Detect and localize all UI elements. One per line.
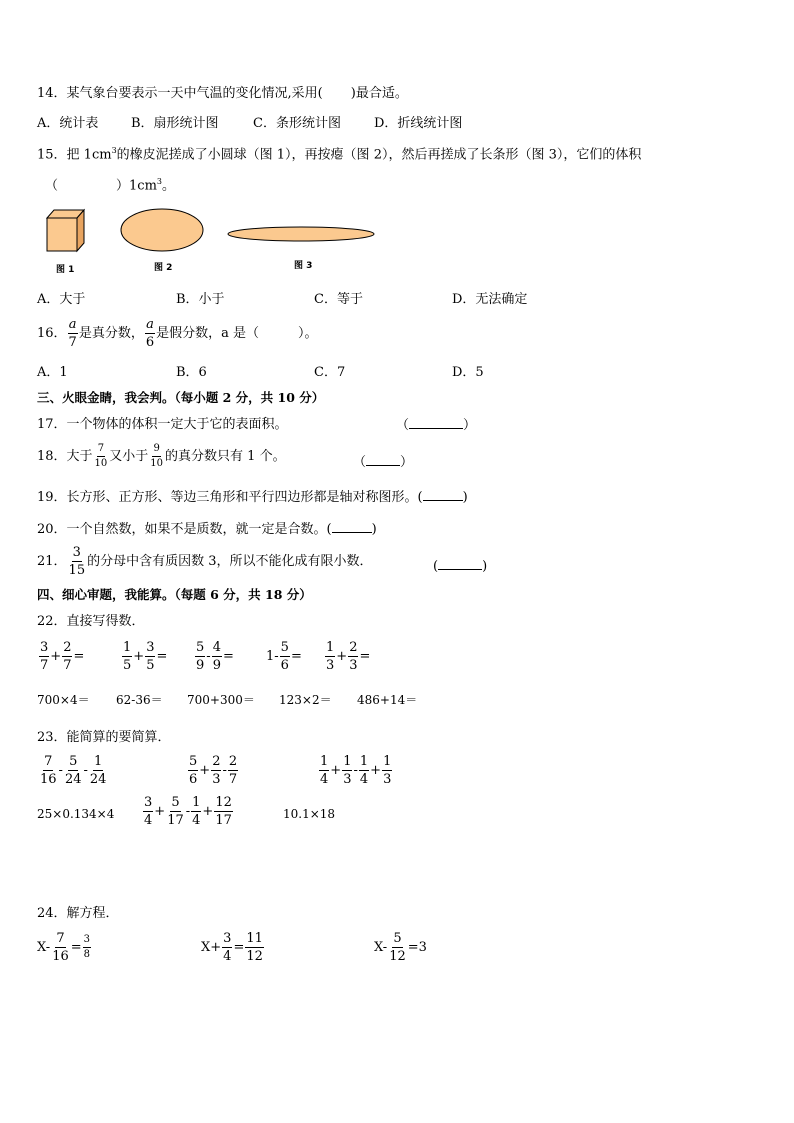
q17-answer-blank[interactable]: （ ） [396, 418, 477, 433]
q15-option-a: A．大于 [37, 292, 86, 307]
q22-expr-4: 1- $\frac{5}{6}$ = [266, 640, 302, 673]
q16-stem: 16． $\frac{a}{7}$ 是真分数， $\frac{a}{6}$ 是假分数，a 是（ ）。 [37, 317, 318, 350]
q20: 20．一个自然数，如果不是质数，就一定是合数。( ) [37, 522, 377, 537]
q24-equation-3: X- $\frac{5}{12}$ =3 [374, 931, 427, 964]
q24-title: 24．解方程． [37, 906, 119, 921]
q23-expr-3: $\frac{1}{4}$ + $\frac{1}{3}$ - $\frac{1}{4}$ + $\frac{1}{3}$ [320, 754, 392, 787]
section-4-heading: 四、细心审题，我能算。（每题 6 分，共 18 分） [37, 587, 312, 602]
q24-equation-1: X- $\frac{7}{16}$ = $\frac{3}{8}$ [37, 931, 91, 964]
q14-option-b: B．扇形统计图 [131, 116, 219, 131]
q23-expr-2: $\frac{5}{6}$ + $\frac{2}{3}$ - $\frac{2}{7}$ [189, 754, 238, 787]
figure-ellipse [121, 209, 203, 251]
fraction: $\frac{7}{10}$ [94, 443, 108, 469]
q21: 21． $\frac{3}{15}$ 的分母中含有质因数 3，所以不能化成有限小数． [37, 545, 373, 578]
q23-expr-1: $\frac{7}{16}$ - $\frac{5}{24}$ - $\frac{1}{24}$ [40, 754, 107, 787]
q14-option-c: C．条形统计图 [253, 116, 341, 131]
q16-option-a: A．1 [37, 365, 68, 380]
q14-option-d: D．折线统计图 [374, 116, 463, 131]
q22-row2-4: 123×2＝ [279, 693, 332, 707]
q23-title: 23．能简算的要简算． [37, 730, 171, 745]
q14-option-a: A．统计表 [37, 116, 99, 131]
q20-answer-blank[interactable] [332, 522, 372, 533]
q17: 17．一个物体的体积一定大于它的表面积。 [37, 417, 288, 432]
q15-option-c: C．等于 [314, 292, 363, 307]
q22-expr-3: $\frac{5}{9}$ - $\frac{4}{9}$ = [196, 640, 234, 673]
q22-title: 22．直接写得数． [37, 614, 145, 629]
q23-expr-5: $\frac{3}{4}$ + $\frac{5}{17}$ - $\frac{1}{4}$ + $\frac{12}{17}$ [144, 795, 232, 828]
q23-expr-4: 25×0.134×4 [37, 807, 115, 821]
q23-expr-6: 10.1×18 [283, 807, 336, 821]
figure-cube [47, 210, 84, 251]
q22-row2-3: 700+300＝ [187, 693, 255, 707]
q24-equation-2: X+ $\frac{3}{4}$ = $\frac{11}{12}$ [201, 931, 263, 964]
q22-expr-1: $\frac{3}{7}$ + $\frac{2}{7}$ = [40, 640, 85, 673]
q22-row2-2: 62-36＝ [116, 693, 163, 707]
q22-row2-1: 700×4＝ [37, 693, 90, 707]
figure-label-2: 图 2 [154, 263, 173, 273]
fraction: $\frac{9}{10}$ [150, 443, 164, 469]
fraction: $\frac{3}{15}$ [68, 545, 86, 578]
q22-expr-5: $\frac{1}{3}$ + $\frac{2}{3}$ = [326, 640, 371, 673]
figure-label-3: 图 3 [294, 261, 313, 271]
fraction: $\frac{a}{6}$ [145, 317, 155, 350]
q18: 18．大于 $\frac{7}{10}$ 又小于 $\frac{9}{10}$ 的真分数只有 1 个。 [37, 443, 286, 469]
section-3-heading: 三、火眼金睛，我会判。（每小题 2 分，共 10 分） [37, 390, 325, 405]
q16-option-b: B．6 [176, 365, 207, 380]
figure-long-strip [228, 227, 374, 241]
q21-answer-blank[interactable]: ( ) [433, 559, 488, 574]
q22-row2-5: 486+14＝ [357, 693, 418, 707]
q15-figures [40, 203, 410, 283]
q16-option-d: D．5 [452, 365, 484, 380]
q18-answer-blank[interactable]: （ ） [353, 455, 414, 470]
fraction: $\frac{a}{7}$ [68, 317, 77, 350]
q15-option-b: B．小于 [176, 292, 225, 307]
q19-answer-blank[interactable] [423, 490, 463, 501]
q16-option-c: C．7 [314, 365, 346, 380]
q15-stem-line2: （ ）$1cm^3$。 [45, 177, 176, 194]
q14-stem: 14．某气象台要表示一天中气温的变化情况,采用( )最合适。 [37, 86, 408, 101]
q19: 19．长方形、正方形、等边三角形和平行四边形都是轴对称图形。( ) [37, 490, 468, 505]
q22-expr-2: $\frac{1}{5}$ + $\frac{3}{5}$ = [123, 640, 168, 673]
q15-stem: 15．把 $1cm^3$的橡皮泥搓成了小圆球（图 1），再按瘪（图 2），然后再搓成了长条形（图 3），它们的体积 [37, 146, 642, 163]
figure-label-1: 图 1 [56, 265, 75, 275]
q15-option-d: D．无法确定 [452, 292, 528, 307]
